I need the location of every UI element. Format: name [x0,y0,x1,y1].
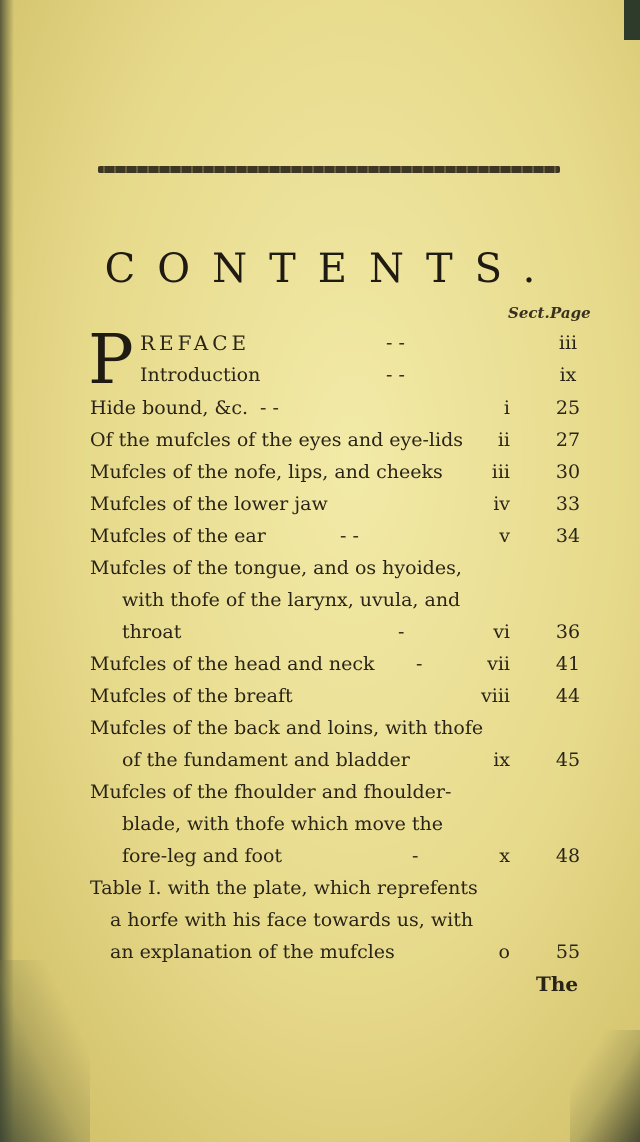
entry-section: v [499,525,510,547]
entry-title: Mufcles of the back and loins, with thofe [90,717,484,739]
entry-title: REFACE [140,331,251,355]
entry-section: ix [493,749,510,771]
toc-entry [0,680,640,712]
entry-title: Mufcles of the fhoulder and fhoulder- [90,781,452,803]
toc-entry [0,359,640,391]
entry-section: o [498,941,510,963]
page-column-header: Page [550,304,591,322]
ornamental-rule [98,166,560,173]
toc-entry [0,648,640,680]
toc-entry [0,392,640,424]
entry-title: a horfe with his face towards us, with [110,909,474,931]
toc-entry [0,872,640,904]
entry-page: 33 [555,493,581,515]
entry-title: blade, with thofe which move the [122,813,444,835]
toc-entry [0,936,640,968]
catchword: The [536,972,579,996]
entry-section: vi [493,621,510,643]
entry-title: Mufcles of the breaft [90,685,293,707]
toc-entry [0,840,640,872]
entry-title: an explanation of the mufcles [110,941,395,963]
page-curl-shadow-right [570,1030,640,1142]
entry-section: viii [481,685,510,707]
entry-title: Mufcles of the ear [90,525,266,547]
entry-page: 48 [555,845,581,867]
entry-section: x [499,845,510,867]
entry-title: Hide bound, &c. [90,397,249,419]
entry-title: with thofe of the larynx, uvula, and [122,589,461,611]
entry-section: i [503,397,510,419]
entry-page: iii [558,332,578,354]
entry-title: Introduction [140,364,261,386]
page-curl-shadow-left [0,960,90,1142]
entry-section: vii [487,653,510,675]
section-column-header: Sect. [508,304,550,322]
toc-entry [0,904,640,936]
entry-dashes: - [398,621,405,643]
entry-section: iii [491,461,510,483]
entry-page: 30 [555,461,581,483]
toc-entry [0,712,640,744]
entry-section: ii [497,429,510,451]
toc-entry [0,552,640,584]
entry-title: of the fundament and bladder [122,749,410,771]
entry-dashes: - - [340,525,359,547]
toc-entry [0,616,640,648]
toc-entry [0,424,640,456]
toc-entry [0,488,640,520]
entry-page: 34 [555,525,581,547]
entry-page: 41 [555,653,581,675]
entry-dashes: - [416,653,423,675]
entry-title: fore-leg and foot [122,845,283,867]
entry-page: ix [559,364,577,386]
toc-entry [0,327,640,359]
entry-title: throat [122,621,182,643]
toc-entry [0,520,640,552]
entry-title: Mufcles of the lower jaw [90,493,328,515]
page-corner-shadow [624,0,640,40]
entry-page: 25 [555,397,581,419]
entry-section: iv [493,493,510,515]
entry-page: 44 [555,685,581,707]
entry-page: 55 [555,941,581,963]
toc-entry [0,584,640,616]
toc-entry [0,744,640,776]
entry-title: Mufcles of the nofe, lips, and cheeks [90,461,443,483]
entry-page: 27 [555,429,581,451]
toc-entry [0,808,640,840]
entry-dashes: - - [386,364,405,386]
entry-page: 36 [555,621,581,643]
contents-heading: CONTENTS. [104,246,558,292]
toc-entry [0,776,640,808]
entry-title: Of the mufcles of the eyes and eye-lids [90,429,463,451]
entry-title: Mufcles of the head and neck [90,653,375,675]
entry-page: 45 [555,749,581,771]
entry-title: Mufcles of the tongue, and os hyoides, [90,557,462,579]
entry-dashes: - - [260,397,279,419]
entry-title: Table I. with the plate, which reprefents [90,877,478,899]
entry-dashes: - [412,845,419,867]
entry-dashes: - - [386,332,405,354]
drop-cap: P [88,321,134,400]
toc-entry [0,456,640,488]
